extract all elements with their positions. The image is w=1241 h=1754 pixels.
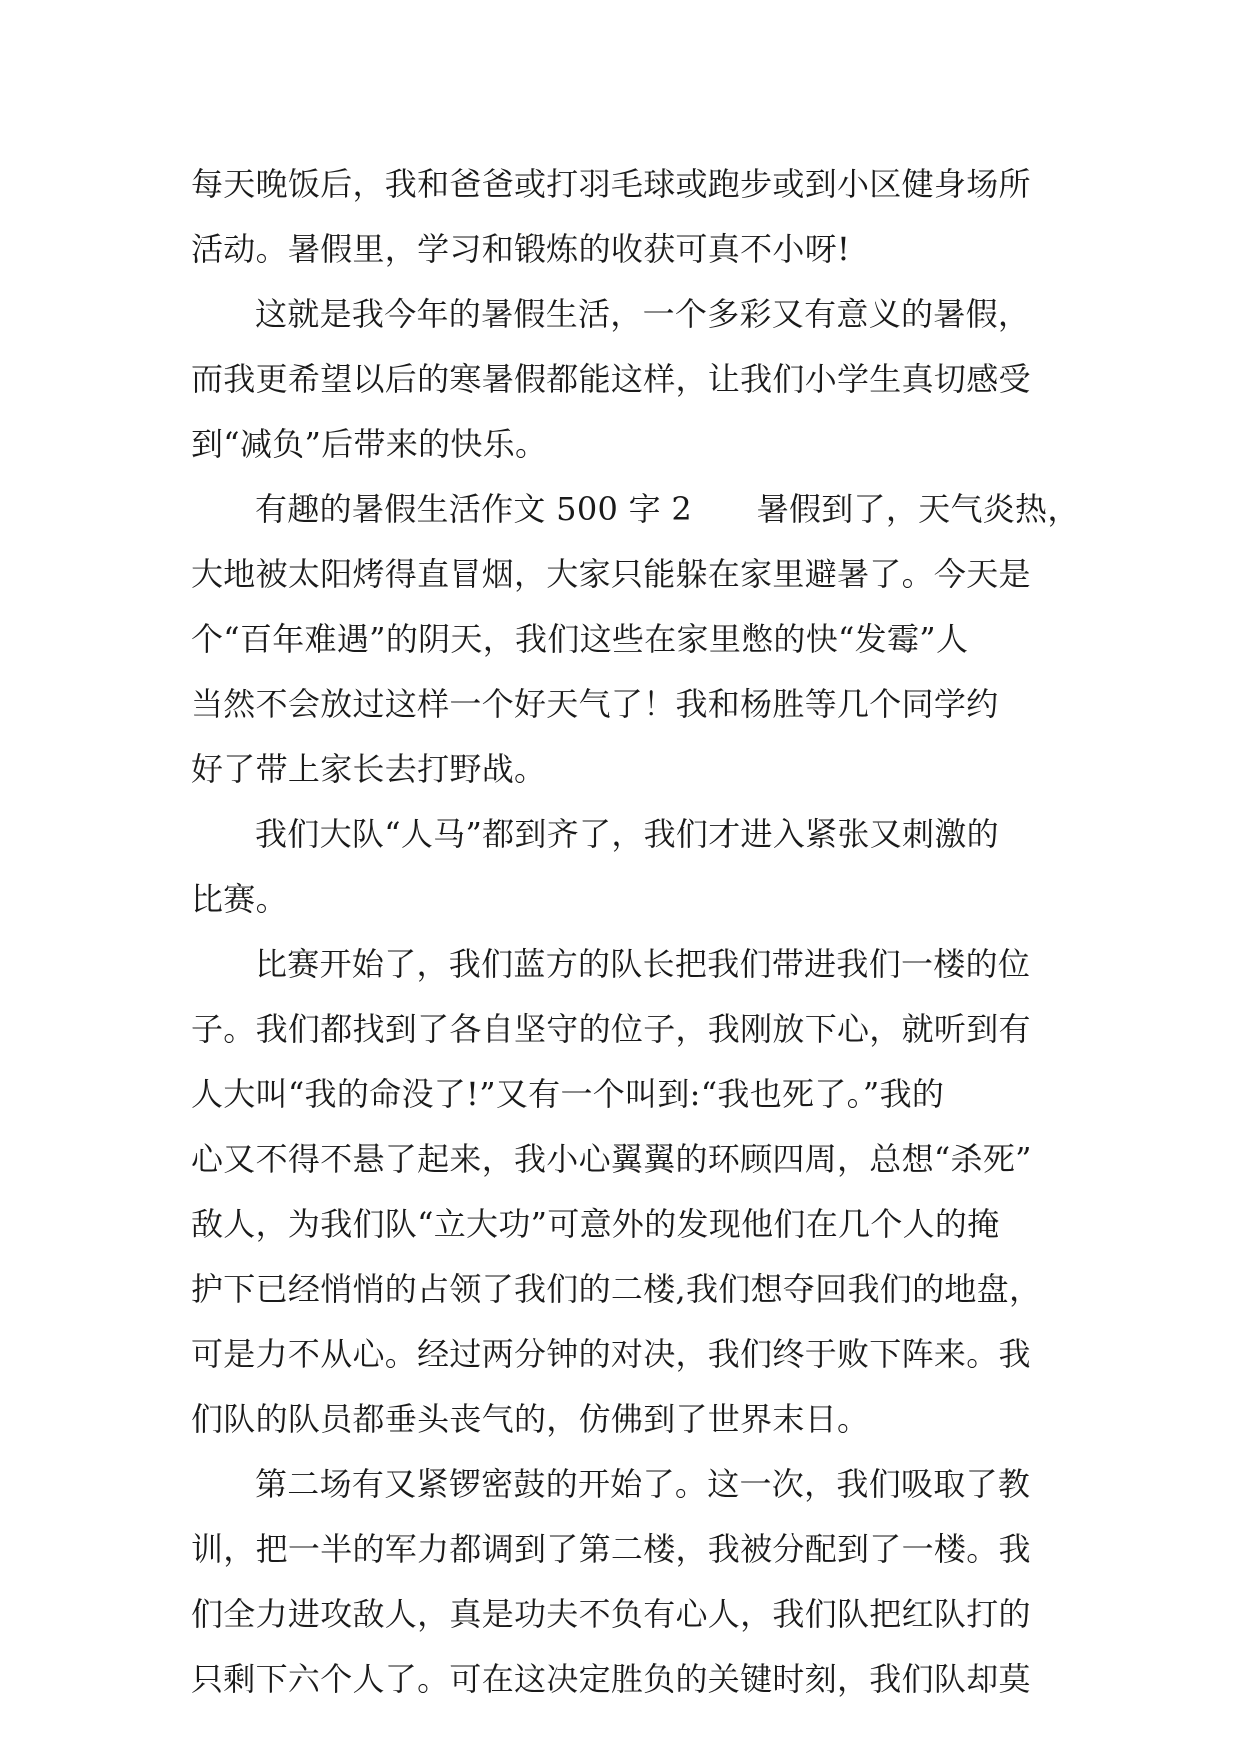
paragraph-line: 活动。暑假里，学习和锻炼的收获可真不小呀! bbox=[191, 230, 851, 268]
paragraph-line: 大地被太阳烤得直冒烟，大家只能躲在家里避暑了。今天是 bbox=[191, 555, 1031, 593]
paragraph-line: 比赛开始了，我们蓝方的队长把我们带进我们一楼的位 bbox=[255, 945, 1031, 983]
essay-body bbox=[191, 152, 1080, 1712]
paragraph-line: 们队的队员都垂头丧气的，仿佛到了世界末日。 bbox=[191, 1400, 870, 1438]
paragraph-line: 我们大队“人马”都到齐了，我们才进入紧张又刺激的 bbox=[255, 815, 999, 853]
paragraph-line: 每天晚饭后，我和爸爸或打羽毛球或跑步或到小区健身场所 bbox=[191, 165, 1031, 203]
paragraph-line: 好了带上家长去打野战。 bbox=[191, 750, 547, 788]
paragraph-line: 可是力不从心。经过两分钟的对决，我们终于败下阵来。我 bbox=[191, 1335, 1031, 1373]
paragraph-line: 有趣的暑假生活作文 500 字 2 暑假到了，天气炎热， bbox=[255, 490, 1080, 528]
paragraph-line: 而我更希望以后的寒暑假都能这样，让我们小学生真切感受 bbox=[191, 360, 1031, 398]
paragraph-line: 到“减负”后带来的快乐。 bbox=[191, 425, 548, 463]
paragraph-line: 这就是我今年的暑假生活，一个多彩又有意义的暑假， bbox=[255, 295, 1031, 333]
paragraph-line: 训，把一半的军力都调到了第二楼，我被分配到了一楼。我 bbox=[191, 1530, 1031, 1568]
paragraph-line: 护下已经悄悄的占领了我们的二楼,我们想夺回我们的地盘， bbox=[191, 1270, 1042, 1308]
paragraph-line: 只剩下六个人了。可在这决定胜负的关键时刻，我们队却莫 bbox=[191, 1660, 1031, 1698]
paragraph-line: 比赛。 bbox=[191, 880, 288, 918]
paragraph-line: 个“百年难遇”的阴天，我们这些在家里憋的快“发霉”人 bbox=[191, 620, 969, 658]
paragraph-line: 人大叫“我的命没了!”又有一个叫到:“我也死了。”我的 bbox=[191, 1075, 945, 1113]
paragraph-line: 们全力进攻敌人，真是功夫不负有心人，我们队把红队打的 bbox=[191, 1595, 1031, 1633]
paragraph-line: 第二场有又紧锣密鼓的开始了。这一次，我们吸取了教 bbox=[255, 1465, 1031, 1503]
paragraph-line: 当然不会放过这样一个好天气了！我和杨胜等几个同学约 bbox=[191, 685, 999, 723]
paragraph-line: 子。我们都找到了各自坚守的位子，我刚放下心，就听到有 bbox=[191, 1010, 1031, 1048]
paragraph-line: 心又不得不悬了起来，我小心翼翼的环顾四周，总想“杀死” bbox=[191, 1140, 1032, 1178]
paragraph-line: 敌人，为我们队“立大功”可意外的发现他们在几个人的掩 bbox=[191, 1205, 1000, 1243]
